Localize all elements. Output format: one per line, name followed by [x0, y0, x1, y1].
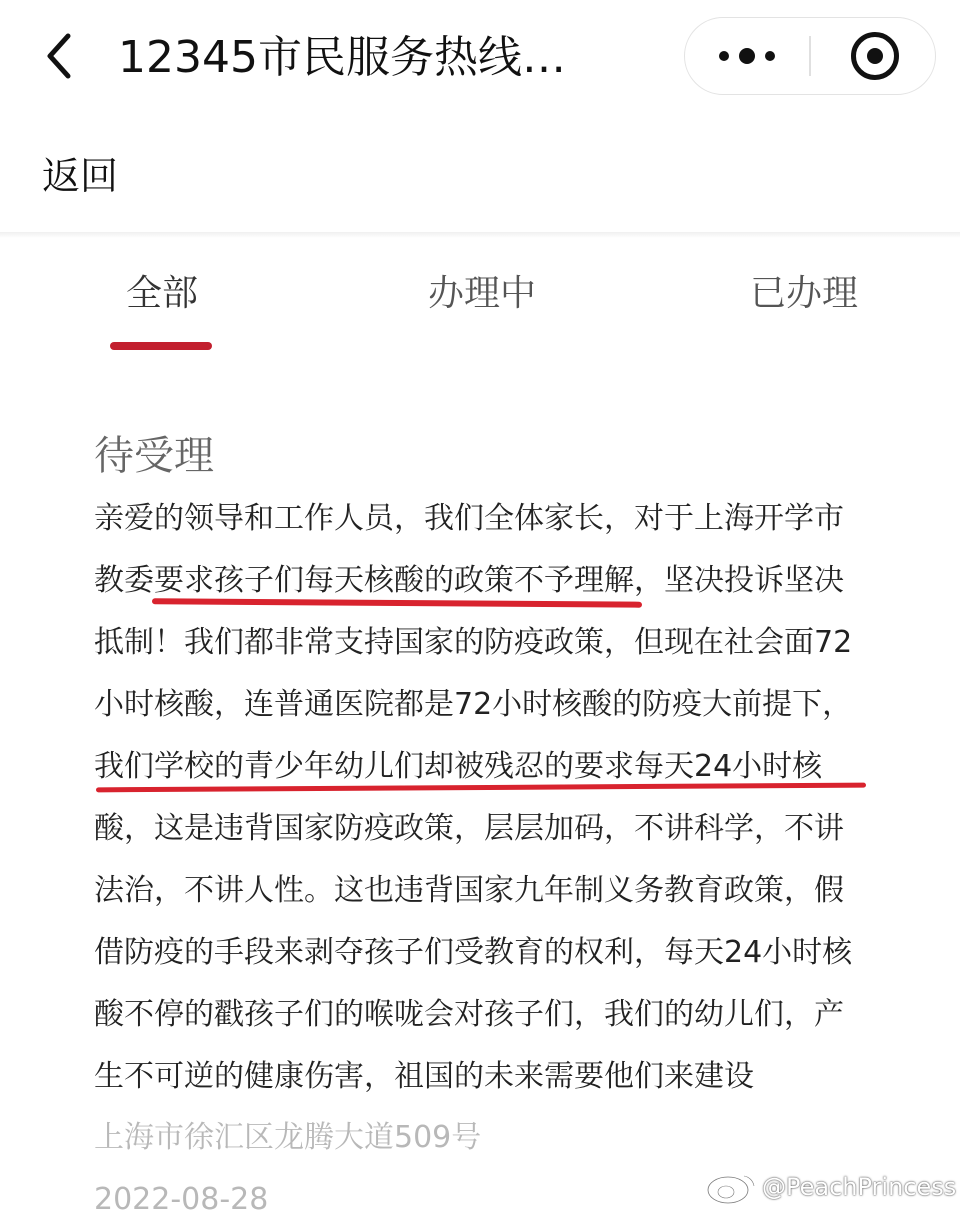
page-title: 12345市民服务热线…: [118, 32, 566, 83]
content-line: 生不可逆的健康伤害，祖国的未来需要他们来建设: [94, 1059, 754, 1094]
content-line: 酸，这是违背国家防疫政策，层层加码，不讲科学，不讲: [94, 811, 844, 846]
close-button[interactable]: [811, 18, 935, 94]
tab-all[interactable]: 全部: [126, 273, 199, 314]
weibo-logo-icon: [704, 1170, 760, 1206]
target-close-icon-core: [867, 48, 883, 64]
more-button[interactable]: [685, 18, 809, 94]
more-dots-icon-right: [765, 51, 775, 61]
content-line: 亲爱的领导和工作人员，我们全体家长，对于上海开学市: [94, 501, 844, 536]
content-line: 教委要求孩子们每天核酸的政策不予理解，坚决投诉坚决: [94, 563, 844, 598]
more-dots-icon-center: [739, 48, 755, 64]
status-label: 待受理: [94, 433, 214, 479]
content-line: 借防疫的手段来剥夺孩子们受教育的权利，每天24小时核: [94, 935, 853, 970]
ticket-date: 2022-08-28: [94, 1182, 269, 1217]
ticket-address: 上海市徐汇区龙腾大道509号: [94, 1120, 482, 1155]
return-link[interactable]: 返回: [42, 154, 119, 198]
chevron-left-icon[interactable]: [40, 30, 80, 82]
ticket-card[interactable]: [94, 420, 894, 1094]
content-line: 我们学校的青少年幼儿们却被残忍的要求每天24小时核: [94, 749, 823, 784]
active-tab-indicator: [110, 342, 212, 350]
tab-completed[interactable]: 已办理: [750, 273, 859, 314]
status-tabs: [0, 238, 960, 368]
more-dots-icon: [719, 51, 729, 61]
miniprogram-capsule: [684, 17, 936, 95]
ticket-content: [94, 488, 884, 1108]
content-line: 抵制！我们都非常支持国家的防疫政策，但现在社会面72: [94, 625, 853, 660]
weibo-watermark: [700, 1166, 956, 1210]
content-line: 酸不停的戳孩子们的喉咙会对孩子们，我们的幼儿们，产: [94, 997, 844, 1032]
content-line: 小时核酸，连普通医院都是72小时核酸的防疫大前提下，: [94, 687, 853, 722]
navigation-bar: [0, 0, 960, 118]
tab-processing[interactable]: 办理中: [428, 273, 537, 314]
watermark-text: @PeachPrincess: [762, 1173, 957, 1201]
content-line: 法治，不讲人性。这也违背国家九年制义务教育政策，假: [94, 873, 844, 908]
